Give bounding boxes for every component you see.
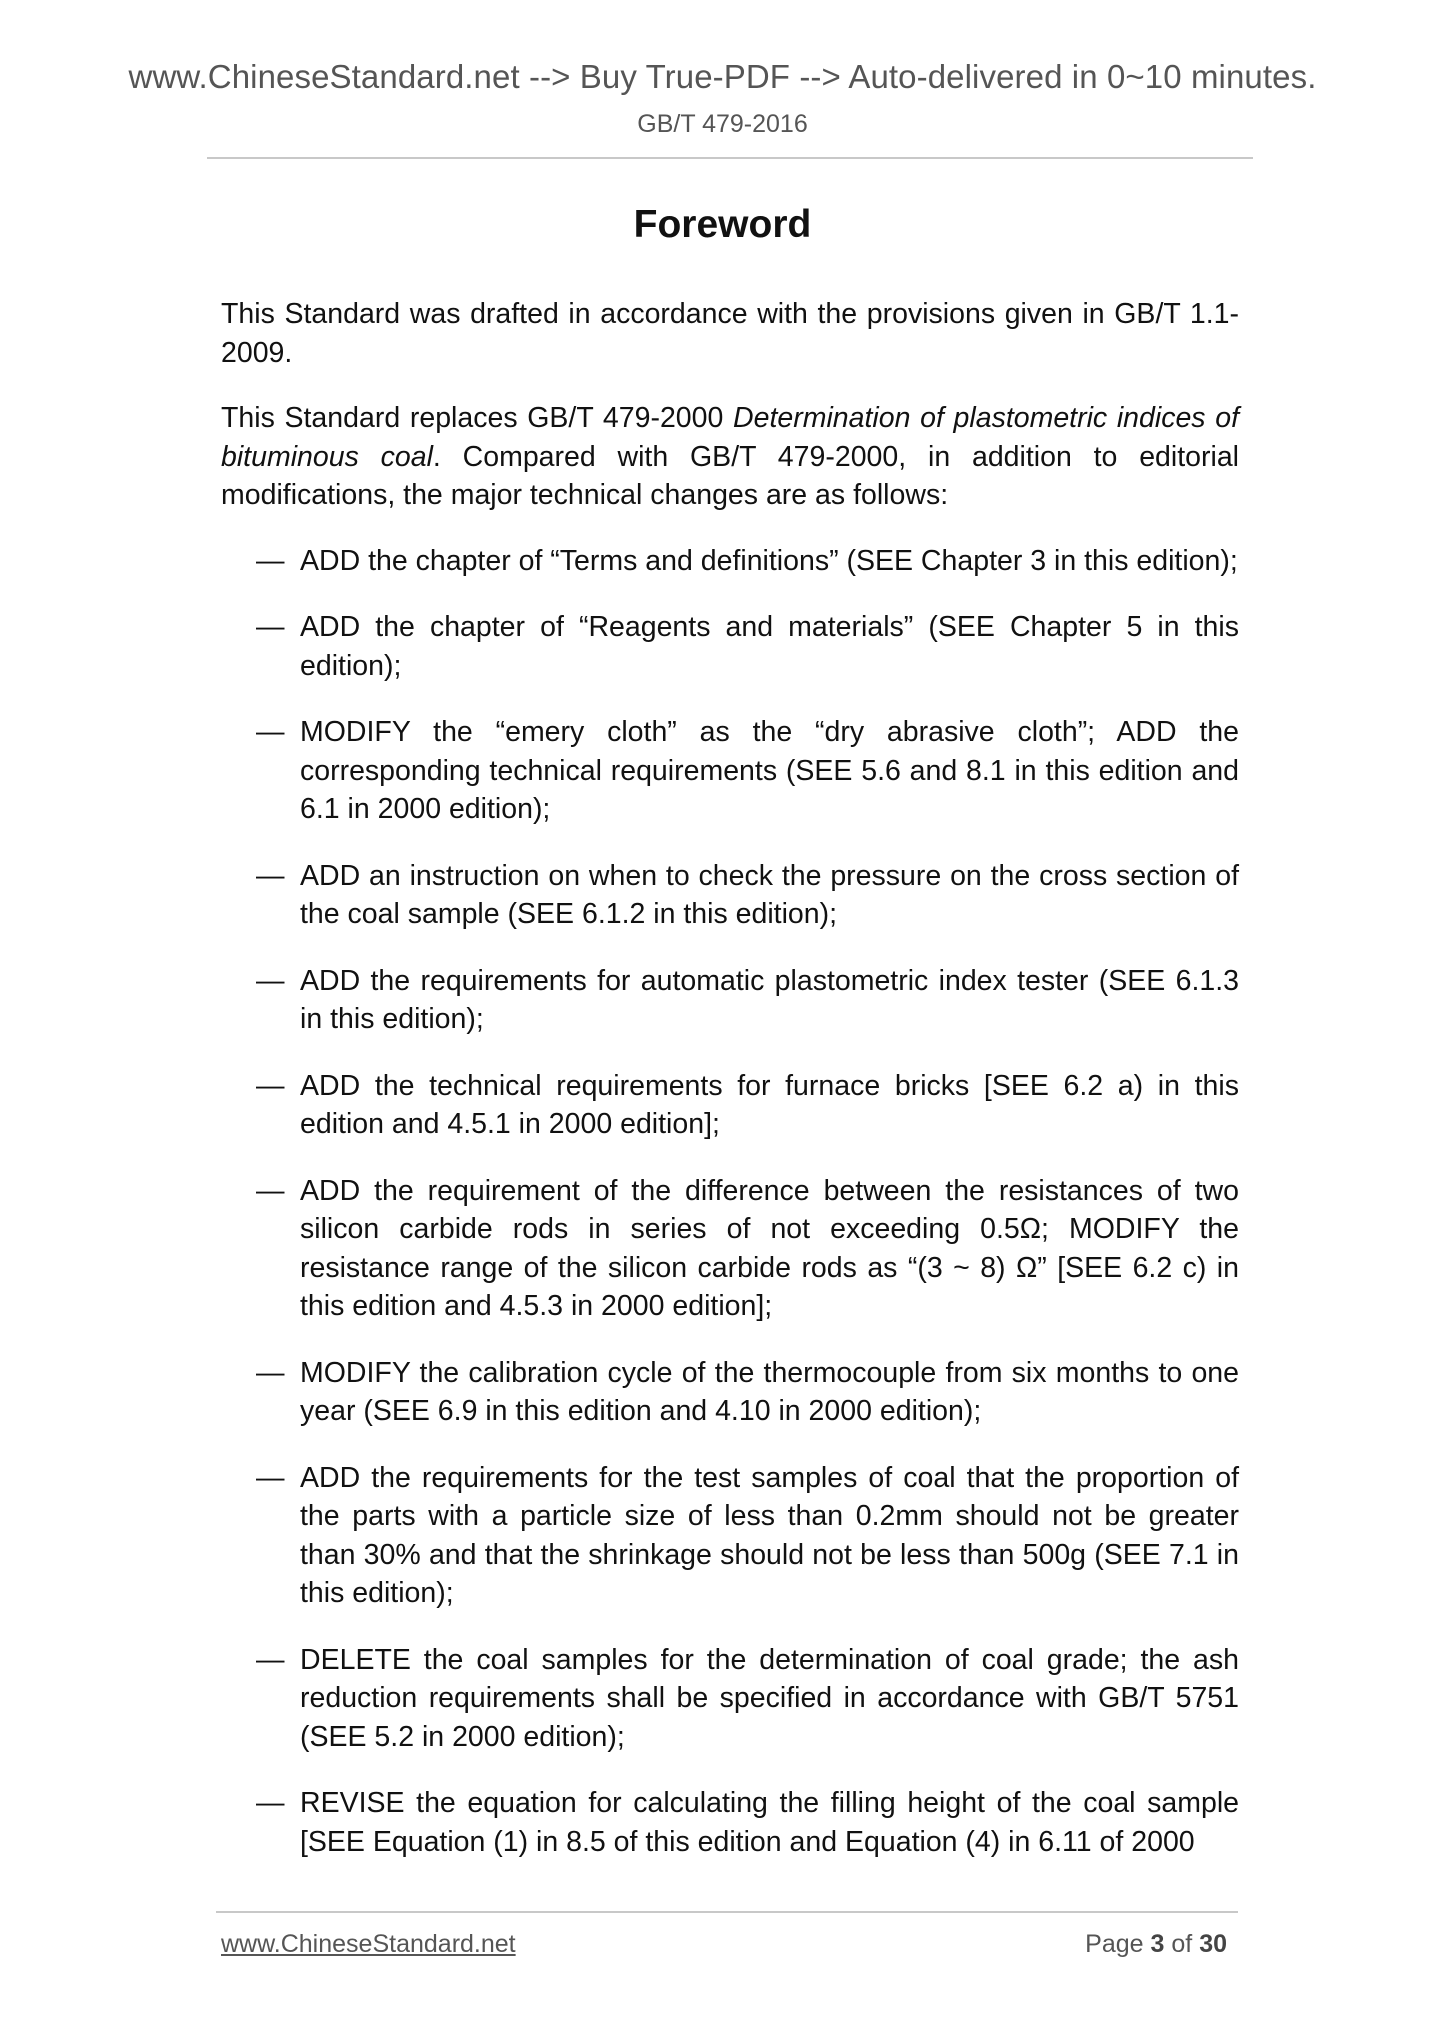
change-text: MODIFY the calibration cycle of the thermocouple from six months to one year (SEE 6.9 in this edition and 4.10 in 2000 edition); bbox=[300, 1356, 1239, 1427]
list-item bbox=[221, 713, 1239, 829]
change-text: ADD the chapter of “Reagents and materials” (SEE Chapter 5 in this edition); bbox=[300, 611, 1239, 682]
bullet-dash: — bbox=[256, 1174, 285, 1207]
bullet-dash: — bbox=[256, 964, 285, 997]
replacement-text-end: . Compared with GB/T 479-2000, in addition to editorial modifications, the major technical changes are as follows: bbox=[221, 440, 1239, 511]
footer-site-link[interactable]: www.ChineseStandard.net bbox=[221, 1930, 516, 1958]
bullet-dash: — bbox=[256, 1069, 285, 1102]
bullet-dash: — bbox=[256, 611, 285, 643]
change-text: REVISE the equation for calculating the filling height of the coal sample [SEE Equation (1) in 8.5 of this edition and Equation (4) in 6.11 of 2000 bbox=[300, 1787, 1239, 1858]
replacement-paragraph bbox=[221, 399, 1239, 515]
footer-divider bbox=[216, 1911, 1238, 1913]
change-text: ADD the requirements for the test samples of coal that the proportion of the parts with a particle size of less than 0.2mm should not be greater than 30% and that the shrinkage should not be less than 500g (SEE 7.1 in this edition); bbox=[300, 1461, 1239, 1609]
current-page: 3 bbox=[1150, 1930, 1165, 1958]
list-item bbox=[221, 1067, 1239, 1144]
change-text: ADD an instruction on when to check the pressure on the cross section of the coal sample (SEE 6.1.2 in this edition); bbox=[300, 859, 1239, 930]
change-text: DELETE the coal samples for the determination of coal grade; the ash reduction requirements shall be specified in accordance with GB/T 5751 (SEE 5.2 in 2000 edition); bbox=[300, 1643, 1239, 1753]
list-item bbox=[221, 608, 1239, 685]
change-text: ADD the chapter of “Terms and definitions” (SEE Chapter 3 in this edition); bbox=[300, 544, 1238, 577]
page-of: of bbox=[1171, 1930, 1193, 1958]
bullet-dash: — bbox=[256, 716, 285, 748]
list-item bbox=[221, 1459, 1239, 1613]
replacement-text-start: This Standard replaces GB/T 479-2000 bbox=[221, 402, 734, 434]
change-text: ADD the requirements for automatic plastometric index tester (SEE 6.1.3 in this edition); bbox=[300, 964, 1239, 1035]
list-item bbox=[221, 1354, 1239, 1431]
change-text: MODIFY the “emery cloth” as the “dry abrasive cloth”; ADD the corresponding technical requirements (SEE 5.6 and 8.1 in this edition and 6.1 in 2000 edition); bbox=[300, 716, 1239, 825]
list-item bbox=[221, 542, 1239, 581]
foreword-body bbox=[221, 295, 1239, 1861]
change-text: ADD the requirement of the difference between the resistances of two silicon carbide rods in series of not exceeding 0.5Ω; MODIFY the resistance range of the silicon carbide rods as “(3 ~ 8) Ω” [SEE 6.2 c) in this edition and 4.5.3 in 2000 edition]; bbox=[300, 1174, 1239, 1322]
change-text: ADD the technical requirements for furnace bricks [SEE 6.2 a) in this edition and 4.5.1 in 2000 edition]; bbox=[300, 1069, 1239, 1140]
bullet-dash: — bbox=[256, 1461, 285, 1494]
bullet-dash: — bbox=[256, 1643, 285, 1676]
list-item bbox=[221, 1784, 1239, 1861]
bullet-dash: — bbox=[256, 1356, 285, 1389]
header-divider bbox=[207, 157, 1253, 159]
list-item bbox=[221, 1641, 1239, 1757]
standard-code: GB/T 479-2016 bbox=[637, 110, 808, 138]
bullet-dash: — bbox=[256, 859, 285, 892]
drafting-paragraph: This Standard was drafted in accordance with the provisions given in GB/T 1.1-2009. bbox=[221, 298, 1239, 369]
replaced-standard-title: Determination of plastometric indices of bituminous coal bbox=[221, 402, 1239, 473]
page-label: Page bbox=[1085, 1930, 1144, 1958]
list-item bbox=[221, 962, 1239, 1039]
list-item bbox=[221, 857, 1239, 934]
total-pages: 30 bbox=[1199, 1930, 1227, 1958]
bullet-dash: — bbox=[256, 544, 285, 577]
list-item bbox=[221, 1172, 1239, 1326]
bullet-dash: — bbox=[256, 1787, 285, 1819]
page-title: Foreword bbox=[633, 203, 812, 246]
page-number bbox=[1085, 1930, 1227, 1959]
technical-changes-list bbox=[221, 542, 1239, 1862]
site-banner: www.ChineseStandard.net --> Buy True-PDF --> Auto-delivered in 0~10 minutes. bbox=[128, 58, 1317, 95]
